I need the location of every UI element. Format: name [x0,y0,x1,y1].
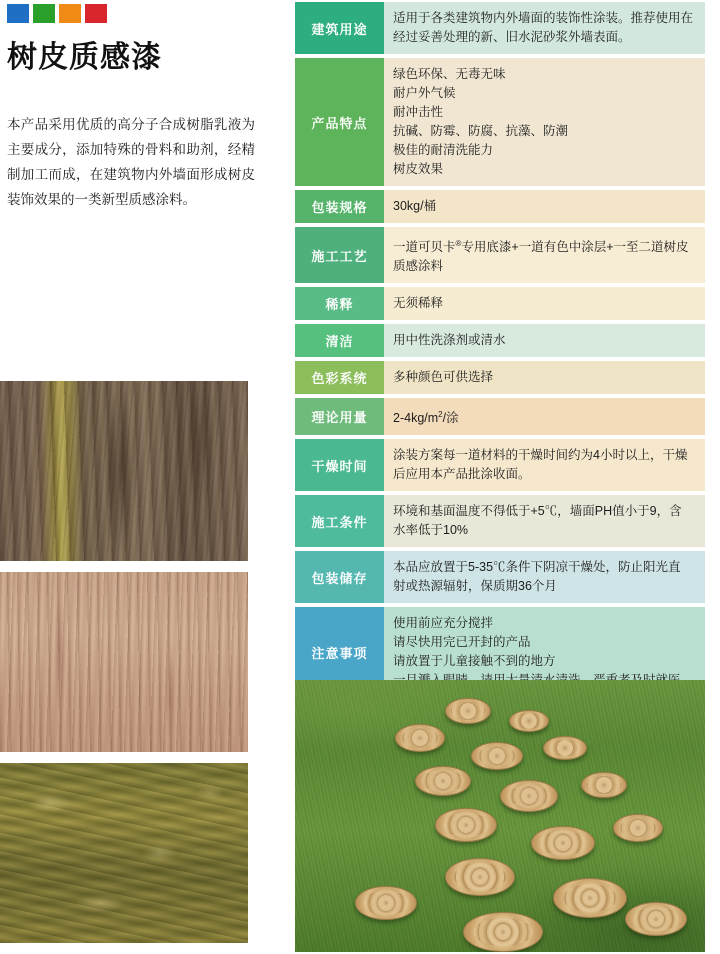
photo-wood-stump-path [295,680,705,952]
spec-value-line: 绿色环保、无毒无味 [393,67,506,81]
spec-row-value [384,551,705,603]
spec-row [295,361,705,394]
photo-bark-olive [0,763,248,943]
spec-row-value [384,58,705,186]
spec-row-value [384,2,705,54]
spec-row-label: 注意事项 [295,607,384,697]
spec-row [295,495,705,547]
spec-row-label: 包装储存 [295,551,384,603]
spec-row-value [384,287,705,320]
spec-value-line: 30kg/桶 [393,199,437,213]
spec-value-line: 耐冲击性 [393,105,444,119]
spec-value-line: 极佳的耐清洗能力 [393,143,494,157]
spec-row-value [384,495,705,547]
spec-row-label: 施工条件 [295,495,384,547]
spec-value-line: 抗碱、防霉、防腐、抗藻、防潮 [393,124,569,138]
product-description: 本产品采用优质的高分子合成树脂乳液为主要成分，添加特殊的骨料和助剂，经精制加工而成，在建筑物内外墙面形成树皮装饰效果的一类新型质感涂料。 [7,117,255,207]
spec-value-line: 多种颜色可供选择 [393,370,494,385]
spec-row-value [384,361,705,394]
spec-value-line: 用中性洗涤剂或清水 [393,333,506,348]
spec-row-value [384,190,705,223]
spec-row-value [384,398,705,435]
spec-value-line: 树皮效果 [393,162,444,176]
spec-row [295,58,705,186]
spec-row [295,287,705,320]
spec-value-line: 环境和基面温度不得低于+5℃，墙面PH值小于9，含 [393,504,682,519]
spec-value-line: 后应用本产品批涂收面。 [393,467,531,482]
page-title: 树皮质感漆 [7,41,162,74]
chip-green [33,4,55,23]
spec-value-line: 水率低于10% [393,523,469,538]
spec-value-line: 涂装方案每一道材料的干燥时间约为4小时以上，干燥 [393,448,688,463]
spec-value-line: $2-4kg/m^2/$涂 [393,410,459,426]
spec-value-line: 经过妥善处理的新、旧水泥砂浆外墙表面。 [393,30,631,44]
spec-value-line: 本品应放置于5-35℃条件下阴凉干燥处，防止阳光直 [393,560,681,575]
spec-value-line: 使用前应充分搅拌 [393,616,494,631]
spec-value-line: 质感涂料 [393,259,444,274]
specification-table [295,2,705,701]
spec-row [295,190,705,223]
spec-row-label: 清洁 [295,324,384,357]
spec-row-label: 建筑用途 [295,2,384,54]
photo-wood-planks [0,381,248,561]
chip-orange [59,4,81,23]
spec-value-line: 射或热源辐射，保质期36个月 [393,579,557,594]
spec-row-label: 干燥时间 [295,439,384,491]
spec-value-line: 适用于各类建筑物内外墙面的装饰性涂装。推荐使用在 [393,11,694,25]
spec-row [295,551,705,603]
chip-blue [7,4,29,23]
color-chip-row [7,4,107,23]
photo-bark-tan [0,572,248,752]
spec-row [295,324,705,357]
spec-row-label: 色彩系统 [295,361,384,394]
spec-value-line: 无须稀释 [393,296,444,311]
spec-row-label: 稀释 [295,287,384,320]
spec-row-value [384,439,705,491]
spec-row-label: 理论用量 [295,398,384,435]
chip-red [85,4,107,23]
spec-value-line: 请尽快用完已开封的产品 [393,635,531,650]
spec-row [295,398,705,435]
left-column [0,0,280,954]
spec-row-label: 施工工艺 [295,227,384,283]
spec-row-label: 产品特点 [295,58,384,186]
spec-value-line: 请放置于儿童接触不到的地方 [393,654,556,669]
spec-row [295,227,705,283]
spec-value-line: 耐户外气候 [393,86,456,100]
spec-row-value [384,227,705,283]
spec-row [295,439,705,491]
spec-row [295,2,705,54]
spec-row-value [384,324,705,357]
spec-value-line: 一道可贝卡®专用底漆+一道有色中涂层+一至二道树皮 [393,239,689,255]
spec-row-label: 包装规格 [295,190,384,223]
